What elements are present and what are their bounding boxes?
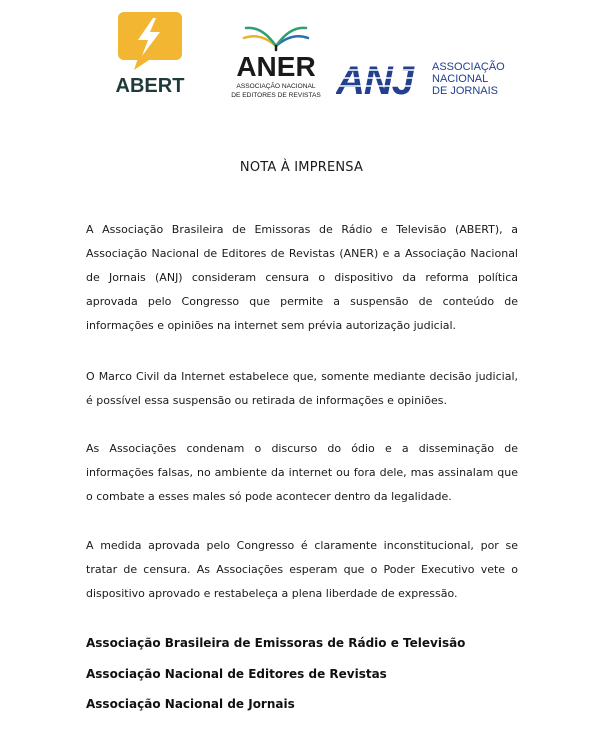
anj-logo-line-3: DE JORNAIS: [432, 85, 499, 97]
abert-logo: [108, 12, 192, 96]
anj-logo-line-2: NACIONAL: [432, 73, 489, 85]
aner-logo-subtitle-1: ASSOCIAÇÃO NACIONAL: [236, 83, 316, 90]
paragraph-3: As Associações condenam o discurso do ódio e a disseminação de informações falsas, no ambiente da internet ou fora dele, mas assinalam que o combate a esses males só pode acontecer dentro da legalidade.: [86, 442, 518, 503]
signature-aner: Associação Nacional de Editores de Revistas: [86, 667, 387, 681]
signature-anj: Associação Nacional de Jornais: [86, 697, 295, 711]
aner-logo-text: ANER: [236, 51, 316, 82]
paragraph-2: O Marco Civil da Internet estabelece que, somente mediante decisão judicial, é possível essa suspensão ou retirada de informações e opiniões.: [86, 370, 518, 407]
paragraph-1: A Associação Brasileira de Emissoras de Rádio e Televisão (ABERT), a Associação Nacional de Editores de Revistas (ANER) e a Associação Nacional de Jornais (ANJ) consideram censura o dispositivo da reforma política aprovada pelo Congresso que permite a suspensão de conteúdo de informações e opiniões na internet sem prévia autorização judicial.: [86, 223, 518, 332]
signature-abert: Associação Brasileira de Emissoras de Rádio e Televisão: [86, 636, 466, 650]
aner-logo: [230, 14, 322, 100]
anj-logo: [336, 58, 506, 100]
anj-logo-line-1: ASSOCIAÇÃO: [432, 61, 505, 73]
aner-logo-subtitle-2: DE EDITORES DE REVISTAS: [231, 92, 321, 99]
open-book-icon: [244, 28, 308, 50]
paragraph-4: A medida aprovada pelo Congresso é claramente inconstitucional, por se tratar de censura. As Associações esperam que o Poder Executivo vete o dispositivo aprovado e restabeleça a plena liberdade de expressão.: [86, 539, 518, 600]
abert-logo-text: ABERT: [115, 75, 185, 96]
anj-logo-text: ANJ: [336, 59, 414, 100]
logo-header: [0, 0, 603, 110]
page-title: NOTA À IMPRENSA: [239, 160, 364, 175]
